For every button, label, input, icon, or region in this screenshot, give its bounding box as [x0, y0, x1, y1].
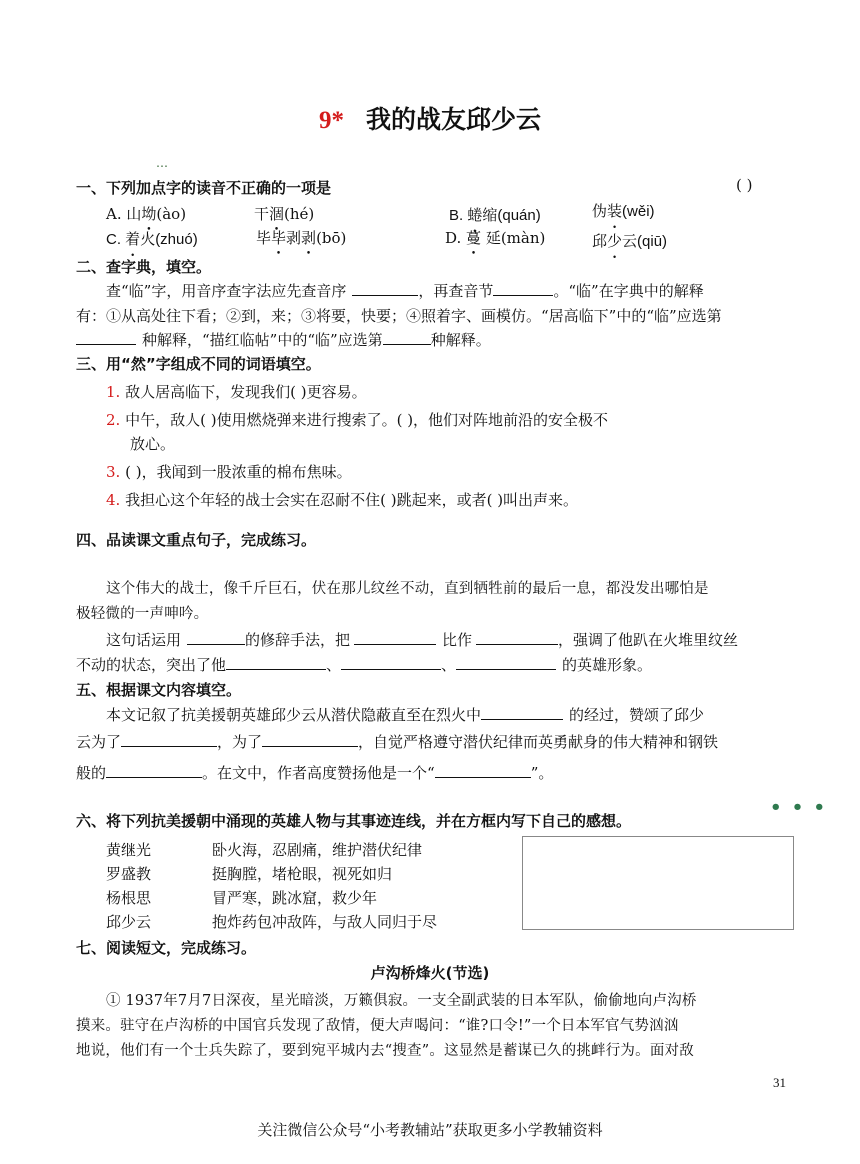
lesson-title: 我的战友邱少云 — [365, 105, 541, 134]
q4-line2: 不动的状态，突出了他 、 、 的英雄形象。 — [76, 656, 653, 674]
q7-heading: 七、阅读短文，完成练习。 — [76, 939, 257, 957]
blank-praise[interactable] — [435, 763, 531, 778]
page-number: 31 — [773, 1075, 786, 1090]
q3-item-2-cont: 放心。 — [130, 435, 176, 453]
q3-item-4: 4. 我担心这个年轻的战士会实在忍耐不住( )跳起来，或者( )叫出声来。 — [106, 491, 579, 509]
hero-deed[interactable]: 挺胸膛，堵枪眼，视死如归 — [212, 865, 393, 883]
q5-line2: 云为了 ，为了 ，自觉严格遵守潜伏纪律而英勇献身的伟大精神和钢铁 — [76, 733, 719, 751]
decorative-dots: … — [156, 156, 169, 170]
blank-quality-3[interactable] — [456, 655, 556, 670]
q1-option-c1: C. 着火(zhuó) — [106, 231, 198, 248]
hero-deed[interactable]: 卧火海，忍剧痛，维护潜伏纪律 — [212, 841, 423, 859]
q4-line1: 这句话运用 的修辞手法，把 比作 ，强调了他趴在火堆里纹丝 — [106, 631, 739, 649]
q5-line3: 般的 。在文中，作者高度赞扬他是一个“ ”。 — [76, 764, 554, 782]
q1-answer-paren[interactable]: ( ) — [736, 176, 753, 194]
q2-line1: 查“临”字，用音序查字法应先查音序 ，再查音节 。“临”在字典中的解释 — [106, 282, 704, 300]
q5-line1: 本文记叙了抗美援朝英雄邱少云从潜伏隐蔽直至在烈火中 的经过，赞颂了邱少 — [106, 706, 705, 724]
q4-heading: 四、品读课文重点句子，完成练习。 — [76, 531, 317, 549]
page-title — [0, 100, 860, 136]
decorative-dots-mid: • • • — [770, 797, 828, 818]
blank-quality-1[interactable] — [226, 655, 326, 670]
passage-title: 卢沟桥烽火(节选) — [370, 964, 490, 982]
blank-rhetoric[interactable] — [187, 630, 245, 645]
q1-option-b2: 伪装(wěi) — [592, 203, 655, 220]
q6-heading: 六、将下列抗美援朝中涌现的英雄人物与其事迹连线，并在方框内写下自己的感想。 — [76, 812, 632, 830]
blank-process[interactable] — [481, 705, 563, 720]
hero-deed[interactable]: 冒严寒，跳冰窟，救少年 — [212, 889, 378, 907]
blank-will[interactable] — [106, 763, 202, 778]
q2-line2: 有：①从高处往下看；②到，来；③将要，快要；④照着字、画模仿。“居高临下”中的“临”应选第 — [76, 307, 722, 325]
q1-option-a1: A. 山坳(ào) — [106, 205, 187, 223]
q3-item-1: 1. 敌人居高临下，发现我们( )更容易。 — [106, 383, 367, 401]
hero-name[interactable]: 罗盛教 — [106, 865, 152, 883]
lesson-number: 9* — [318, 107, 344, 134]
q1-option-d2: 邱少云(qiū) — [592, 233, 668, 250]
blank-quality-2[interactable] — [341, 655, 441, 670]
blank-compared[interactable] — [476, 630, 558, 645]
q3-item-3: 3. ( )，我闻到一股浓重的棉布焦味。 — [106, 463, 352, 481]
blank-purpose-1[interactable] — [121, 732, 217, 747]
blank-def2[interactable] — [383, 330, 431, 345]
q3-heading: 三、用“然”字组成不同的词语填空。 — [76, 355, 321, 373]
passage-line-2: 摸来。驻守在卢沟桥的中国官兵发现了敌情，便大声喝问：“谁?口令!”一个日本军官气势汹汹 — [76, 1018, 679, 1034]
hero-name[interactable]: 邱少云 — [106, 913, 152, 931]
q5-heading: 五、根据课文内容填空。 — [76, 681, 242, 699]
q4-quote-line2: 极轻微的一声呻吟。 — [76, 606, 209, 622]
hero-deed[interactable]: 抱炸药包冲敌阵，与敌人同归于尽 — [212, 913, 438, 931]
passage-line-3: 地说，他们有一个士兵失踪了，要到宛平城内去“搜查”。这显然是蓄谋已久的挑衅行为。面对敌 — [76, 1043, 694, 1059]
blank-yinxu[interactable] — [352, 281, 418, 296]
q3-item-2: 2. 中午，敌人( )使用燃烧弹来进行搜索了。( )，他们对阵地前沿的安全极不 — [106, 411, 609, 429]
q1-option-a2: 干涸(hé) — [254, 205, 315, 223]
hero-name[interactable]: 黄继光 — [106, 841, 152, 859]
q1-option-b1: B. 蜷缩(quán) — [449, 207, 541, 224]
blank-def1[interactable] — [76, 330, 136, 345]
q2-heading: 二、查字典，填空。 — [76, 258, 212, 276]
blank-yinjie[interactable] — [493, 281, 553, 296]
passage-line-1: ① 1937年7月7日深夜，星光暗淡，万籁俱寂。一支全副武装的日本军队，偷偷地向卢沟桥 — [106, 993, 697, 1009]
blank-purpose-2[interactable] — [262, 732, 358, 747]
q1-option-d1: D. 蔓 延(màn) — [445, 229, 546, 247]
hero-name[interactable]: 杨根思 — [106, 889, 152, 907]
q1-option-c2: 毕毕剥剥(bō) — [256, 229, 347, 247]
q1-heading: 一、下列加点字的读音不正确的一项是 — [76, 179, 332, 197]
footer-note: 关注微信公众号“小考教辅站”获取更多小学教辅资料 — [257, 1121, 603, 1139]
q2-line3: 种解释，“描红临帖”中的“临”应选第 种解释。 — [76, 329, 491, 350]
q4-quote-line1: 这个伟大的战士，像千斤巨石，伏在那儿纹丝不动，直到牺牲前的最后一息，都没发出哪怕是 — [106, 581, 709, 597]
reflection-box[interactable] — [522, 836, 794, 930]
blank-object[interactable] — [354, 630, 436, 645]
